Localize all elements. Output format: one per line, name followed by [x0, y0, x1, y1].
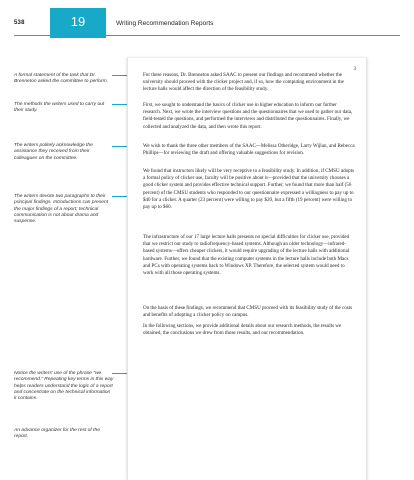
margin-note-methods: The methods the writers used to carry out their study.	[14, 102, 105, 114]
margin-note-task: A formal statement of the task that Dr. Brenneton asked the committee to perform.	[14, 73, 109, 85]
chapter-tab	[50, 8, 106, 38]
header-rule	[14, 35, 400, 36]
sheet-page-number: 3	[353, 67, 356, 72]
paragraph-acknowledgments: We wish to thank the three other members of the SAAC—Melissa Otheridge, Larry Wijlan, and Rebecca Phillips—for reviewing the draft and offering valuable suggestions for revision.	[143, 143, 355, 157]
chapter-title: Writing Recommendation Reports	[116, 20, 214, 27]
paragraph-advance-organizer: In the following sections, we provide additional details about our research methods, the results we obtained, the conclusions we drew from those results, and our recommendation.	[143, 323, 342, 337]
margin-note-findings: The writers devote two paragraphs to their principal findings. Introductions can present the major findings of a report; technical communication is not about drama and suspense.	[14, 194, 109, 225]
paragraph-methods: First, we sought to understand the basics of clicker use in higher education to inform our further research. Next, we wrote the interview questions and the questionnaires that we used to gather our data, field-tested the questions, and performed the interviews and distributed the questionnaires. Finally, we collected and analyzed the data, and then wrote this report.	[143, 102, 353, 130]
chapter-number: 19	[70, 14, 86, 29]
paragraph-recommendation: On the basis of these findings, we recommend that CMSU proceed with its feasibility study of the costs and benefits of adopting a clicker policy on campus.	[143, 305, 353, 319]
paragraph-findings-1: We found that instructors likely will be very receptive to a feasibility study. In addition, if CMSU adopts a formal policy of clicker use, faculty will be positive about it—provided that the university chooses a good clicker system and provides effective technical support. Further, we found that more than half (56 percent) of the CMSU students who responded to our questionnaire expressed a willingness to pay up to $40 for a clicker. A quarter (23 percent) were willing to pay $20, but a fifth (19 percent) were willing to pay up to $60.	[143, 168, 355, 211]
paragraph-purpose: For these reasons, Dr. Brenneton asked SAAC to present our findings and recommend whether the university should proceed with the clicker project and, if so, how the computing environment in the lecture halls would affect the direction of the feasibility study.	[143, 72, 344, 93]
margin-note-acknowledgment: The writers politely acknowledge the assistance they received from their colleagues on the committee.	[14, 143, 93, 161]
margin-note-recommend: Notice the writers' use of the phrase "we recommend." Repeating key terms in this way helps readers understand the logic of a report and concentrate on the technical information it contains.	[14, 371, 114, 402]
paragraph-findings-2: The infrastructure of our 17 large lecture halls presents no special difficulties for clicker use, provided that we restrict our study to radiofrequency-based systems. Although an older technology—infrared-based systems—offers cheaper clickers, it would require upgrading of the lecture halls with additional hardware. Further, we found that the existing computer systems in the lecture halls include both Macs and PCs with operating systems back to Windows XP. Therefore, the selected system would need to work with all those operating systems.	[143, 234, 350, 277]
margin-note-advance-organizer: An advance organizer for the rest of the report.	[14, 428, 100, 440]
page-number: 538	[14, 20, 25, 26]
report-sheet	[127, 58, 367, 480]
